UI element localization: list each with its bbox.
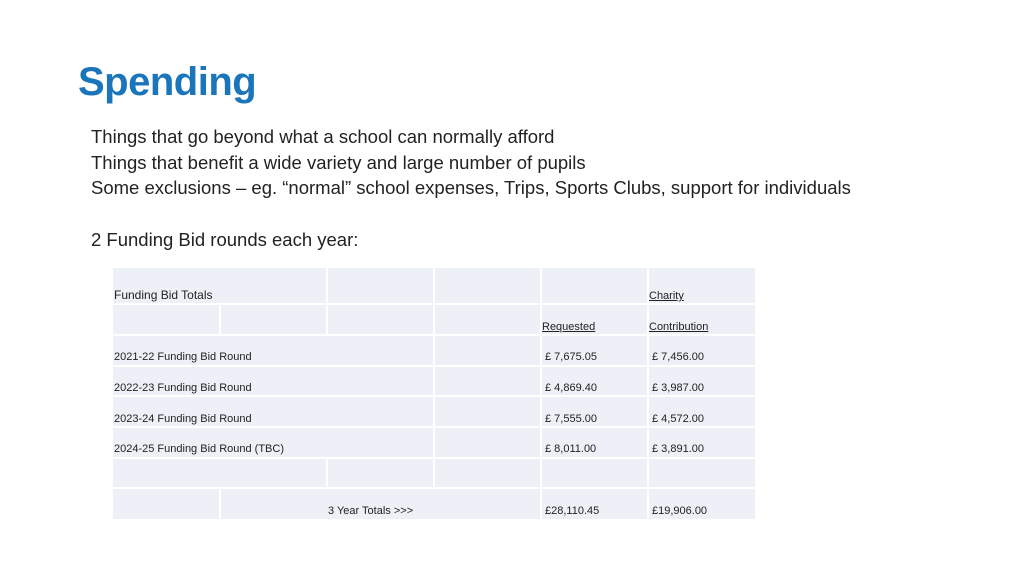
body-line-1: Things that go beyond what a school can normally afford: [91, 126, 555, 147]
col-header-charity: Charity: [649, 290, 684, 302]
row-contribution: £ 3,987.00: [652, 382, 704, 394]
row-label: 2022-23 Funding Bid Round: [114, 382, 252, 394]
row-contribution: £ 7,456.00: [652, 351, 704, 363]
row-requested: £ 7,675.05: [545, 351, 597, 363]
table-title: Funding Bid Totals: [114, 288, 213, 302]
body-line-4: 2 Funding Bid rounds each year:: [91, 228, 359, 250]
row-requested: £ 8,011.00: [545, 443, 597, 455]
totals-contribution: £19,906.00: [652, 505, 708, 517]
row-label: 2024-25 Funding Bid Round (TBC): [114, 443, 284, 455]
col-header-requested: Requested: [542, 321, 596, 333]
row-label: 2023-24 Funding Bid Round: [114, 413, 252, 425]
totals-requested: £28,110.45: [545, 505, 600, 517]
row-contribution: £ 4,572.00: [652, 413, 704, 425]
row-requested: £ 4,869.40: [545, 382, 597, 394]
row-contribution: £ 3,891.00: [652, 443, 704, 455]
body-line-3: Some exclusions – eg. “normal” school expenses, Trips, Sports Clubs, support for individuals: [91, 177, 851, 199]
slide-body: [91, 124, 851, 253]
row-requested: £ 7,555.00: [545, 413, 597, 425]
slide-title: Spending: [78, 60, 257, 104]
body-line-2: Things that benefit a wide variety and large number of pupils: [91, 151, 586, 173]
col-header-contribution: Contribution: [649, 321, 709, 333]
funding-bid-table: [113, 268, 755, 519]
totals-label: 3 Year Totals >>>: [328, 505, 414, 517]
row-label: 2021-22 Funding Bid Round: [114, 351, 252, 363]
